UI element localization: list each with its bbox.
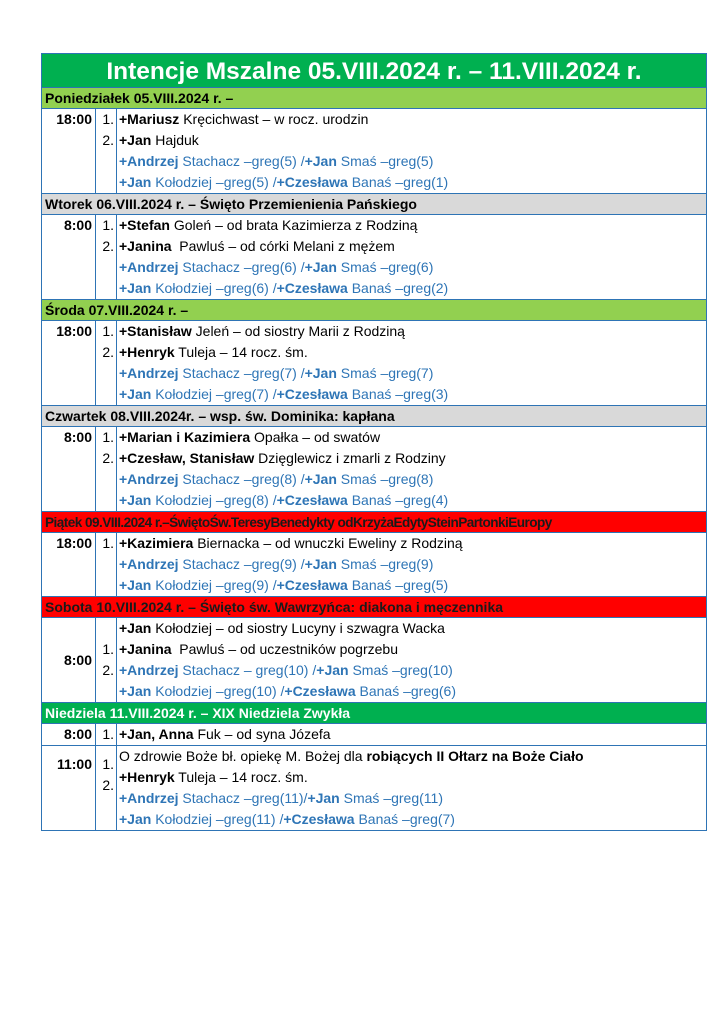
mass-time: 11:00 xyxy=(42,746,96,830)
mass-block-tuesday xyxy=(41,215,707,300)
gregorian-line: +Andrzej Stachacz –greg(5) /+Jan Smaś –greg(5) xyxy=(119,153,434,169)
gregorian-line: +Jan Kołodziej –greg(8) /+Czesława Banaś –greg(4) xyxy=(119,492,449,508)
intention-texts xyxy=(117,109,706,193)
gregorian-line: +Andrzej Stachacz –greg(11)/+Jan Smaś –greg(11) xyxy=(119,790,443,806)
gregorian-line: +Jan Kołodziej –greg(11) /+Czesława Banaś –greg(7) xyxy=(119,811,455,827)
gregorian-line: +Andrzej Stachacz – greg(10) /+Jan Smaś –greg(10) xyxy=(119,662,453,678)
intention-numbers: 1. 2. xyxy=(96,746,117,830)
intention-numbers: 1. 2. xyxy=(96,427,117,511)
day-header-monday: Poniedziałek 05.VIII.2024 r. – xyxy=(41,88,707,109)
intention-line: +Jan, Anna Fuk – od syna Józefa xyxy=(119,726,331,742)
intention-numbers: 1. xyxy=(96,724,117,745)
day-header-thursday: Czwartek 08.VIII.2024r. – wsp. św. Dominika: kapłana xyxy=(41,406,707,427)
mass-time: 8:00 xyxy=(42,618,96,702)
gregorian-line: +Andrzej Stachacz –greg(9) /+Jan Smaś –greg(9) xyxy=(119,556,434,572)
gregorian-line: +Jan Kołodziej –greg(10) /+Czesława Banaś –greg(6) xyxy=(119,683,457,699)
intention-line: +Henryk Tuleja – 14 rocz. śm. xyxy=(119,769,308,785)
intention-line: +Henryk Tuleja – 14 rocz. śm. xyxy=(119,344,308,360)
intention-line: +Kazimiera Biernacka – od wnuczki Eweliny z Rodziną xyxy=(119,535,463,551)
gregorian-line: +Jan Kołodziej –greg(5) /+Czesława Banaś –greg(1) xyxy=(119,174,449,190)
mass-time: 18:00 xyxy=(42,321,96,405)
mass-block-saturday xyxy=(41,618,707,703)
intention-numbers: 1. xyxy=(96,533,117,596)
intention-line: +Czesław, Stanisław Dzięglewicz i zmarli z Rodziny xyxy=(119,450,446,466)
intention-numbers: 1. 2. xyxy=(96,109,117,193)
day-header-wednesday: Środa 07.VIII.2024 r. – xyxy=(41,300,707,321)
day-header-saturday: Sobota 10.VIII.2024 r. – Święto św. Wawrzyńca: diakona i męczennika xyxy=(41,597,707,618)
intention-numbers: 1. 2. xyxy=(96,215,117,299)
gregorian-line: +Andrzej Stachacz –greg(7) /+Jan Smaś –greg(7) xyxy=(119,365,434,381)
intention-numbers: 1. 2. xyxy=(96,618,117,702)
intention-line: +Jan Kołodziej – od siostry Lucyny i szwagra Wacka xyxy=(119,620,445,636)
gregorian-line: +Andrzej Stachacz –greg(6) /+Jan Smaś –greg(6) xyxy=(119,259,434,275)
intention-texts xyxy=(117,215,706,299)
intention-line: +Mariusz Kręcichwast – w rocz. urodzin xyxy=(119,111,369,127)
mass-time: 8:00 xyxy=(42,724,96,745)
day-header-tuesday: Wtorek 06.VIII.2024 r. – Święto Przemienienia Pańskiego xyxy=(41,194,707,215)
intentions-sheet xyxy=(41,53,707,831)
mass-block-monday xyxy=(41,109,707,194)
mass-time: 8:00 xyxy=(42,427,96,511)
day-header-sunday: Niedziela 11.VIII.2024 r. – XIX Niedziela Zwykła xyxy=(41,703,707,724)
intention-texts xyxy=(117,321,706,405)
gregorian-line: +Andrzej Stachacz –greg(8) /+Jan Smaś –greg(8) xyxy=(119,471,434,487)
intention-line: O zdrowie Boże bł. opiekę M. Bożej dla robiących II Ołtarz na Boże Ciało xyxy=(119,748,584,764)
intention-line: +Stanisław Jeleń – od siostry Marii z Rodziną xyxy=(119,323,405,339)
intention-line: +Marian i Kazimiera Opałka – od swatów xyxy=(119,429,381,445)
intention-line: +Stefan Goleń – od brata Kazimierza z Rodziną xyxy=(119,217,418,233)
day-header-friday: Piątek 09.VIII.2024 r.–ŚwiętoŚw.TeresyBenedykty odKrzyżaEdytySteinPartonkiEuropy xyxy=(41,512,707,533)
intention-line: +Janina Pawluś – od córki Melani z mężem xyxy=(119,238,395,254)
intention-numbers: 1. 2. xyxy=(96,321,117,405)
page-title: Intencje Mszalne 05.VIII.2024 r. – 11.VIII.2024 r. xyxy=(41,53,707,88)
mass-block-friday xyxy=(41,533,707,597)
mass-time: 18:00 xyxy=(42,109,96,193)
gregorian-line: +Jan Kołodziej –greg(9) /+Czesława Banaś –greg(5) xyxy=(119,577,449,593)
gregorian-line: +Jan Kołodziej –greg(7) /+Czesława Banaś –greg(3) xyxy=(119,386,449,402)
intention-texts xyxy=(117,427,706,511)
gregorian-line: +Jan Kołodziej –greg(6) /+Czesława Banaś –greg(2) xyxy=(119,280,449,296)
mass-time: 18:00 xyxy=(42,533,96,596)
mass-block-wednesday xyxy=(41,321,707,406)
intention-line: +Jan Hajduk xyxy=(119,132,199,148)
mass-block-sunday-late xyxy=(41,746,707,831)
intention-texts xyxy=(117,724,706,745)
intention-texts xyxy=(117,533,706,596)
mass-time: 8:00 xyxy=(42,215,96,299)
mass-block-thursday xyxy=(41,427,707,512)
intention-texts xyxy=(117,746,706,830)
intention-line: +Janina Pawluś – od uczestników pogrzebu xyxy=(119,641,398,657)
mass-block-sunday-early xyxy=(41,724,707,746)
intention-texts xyxy=(117,618,706,702)
